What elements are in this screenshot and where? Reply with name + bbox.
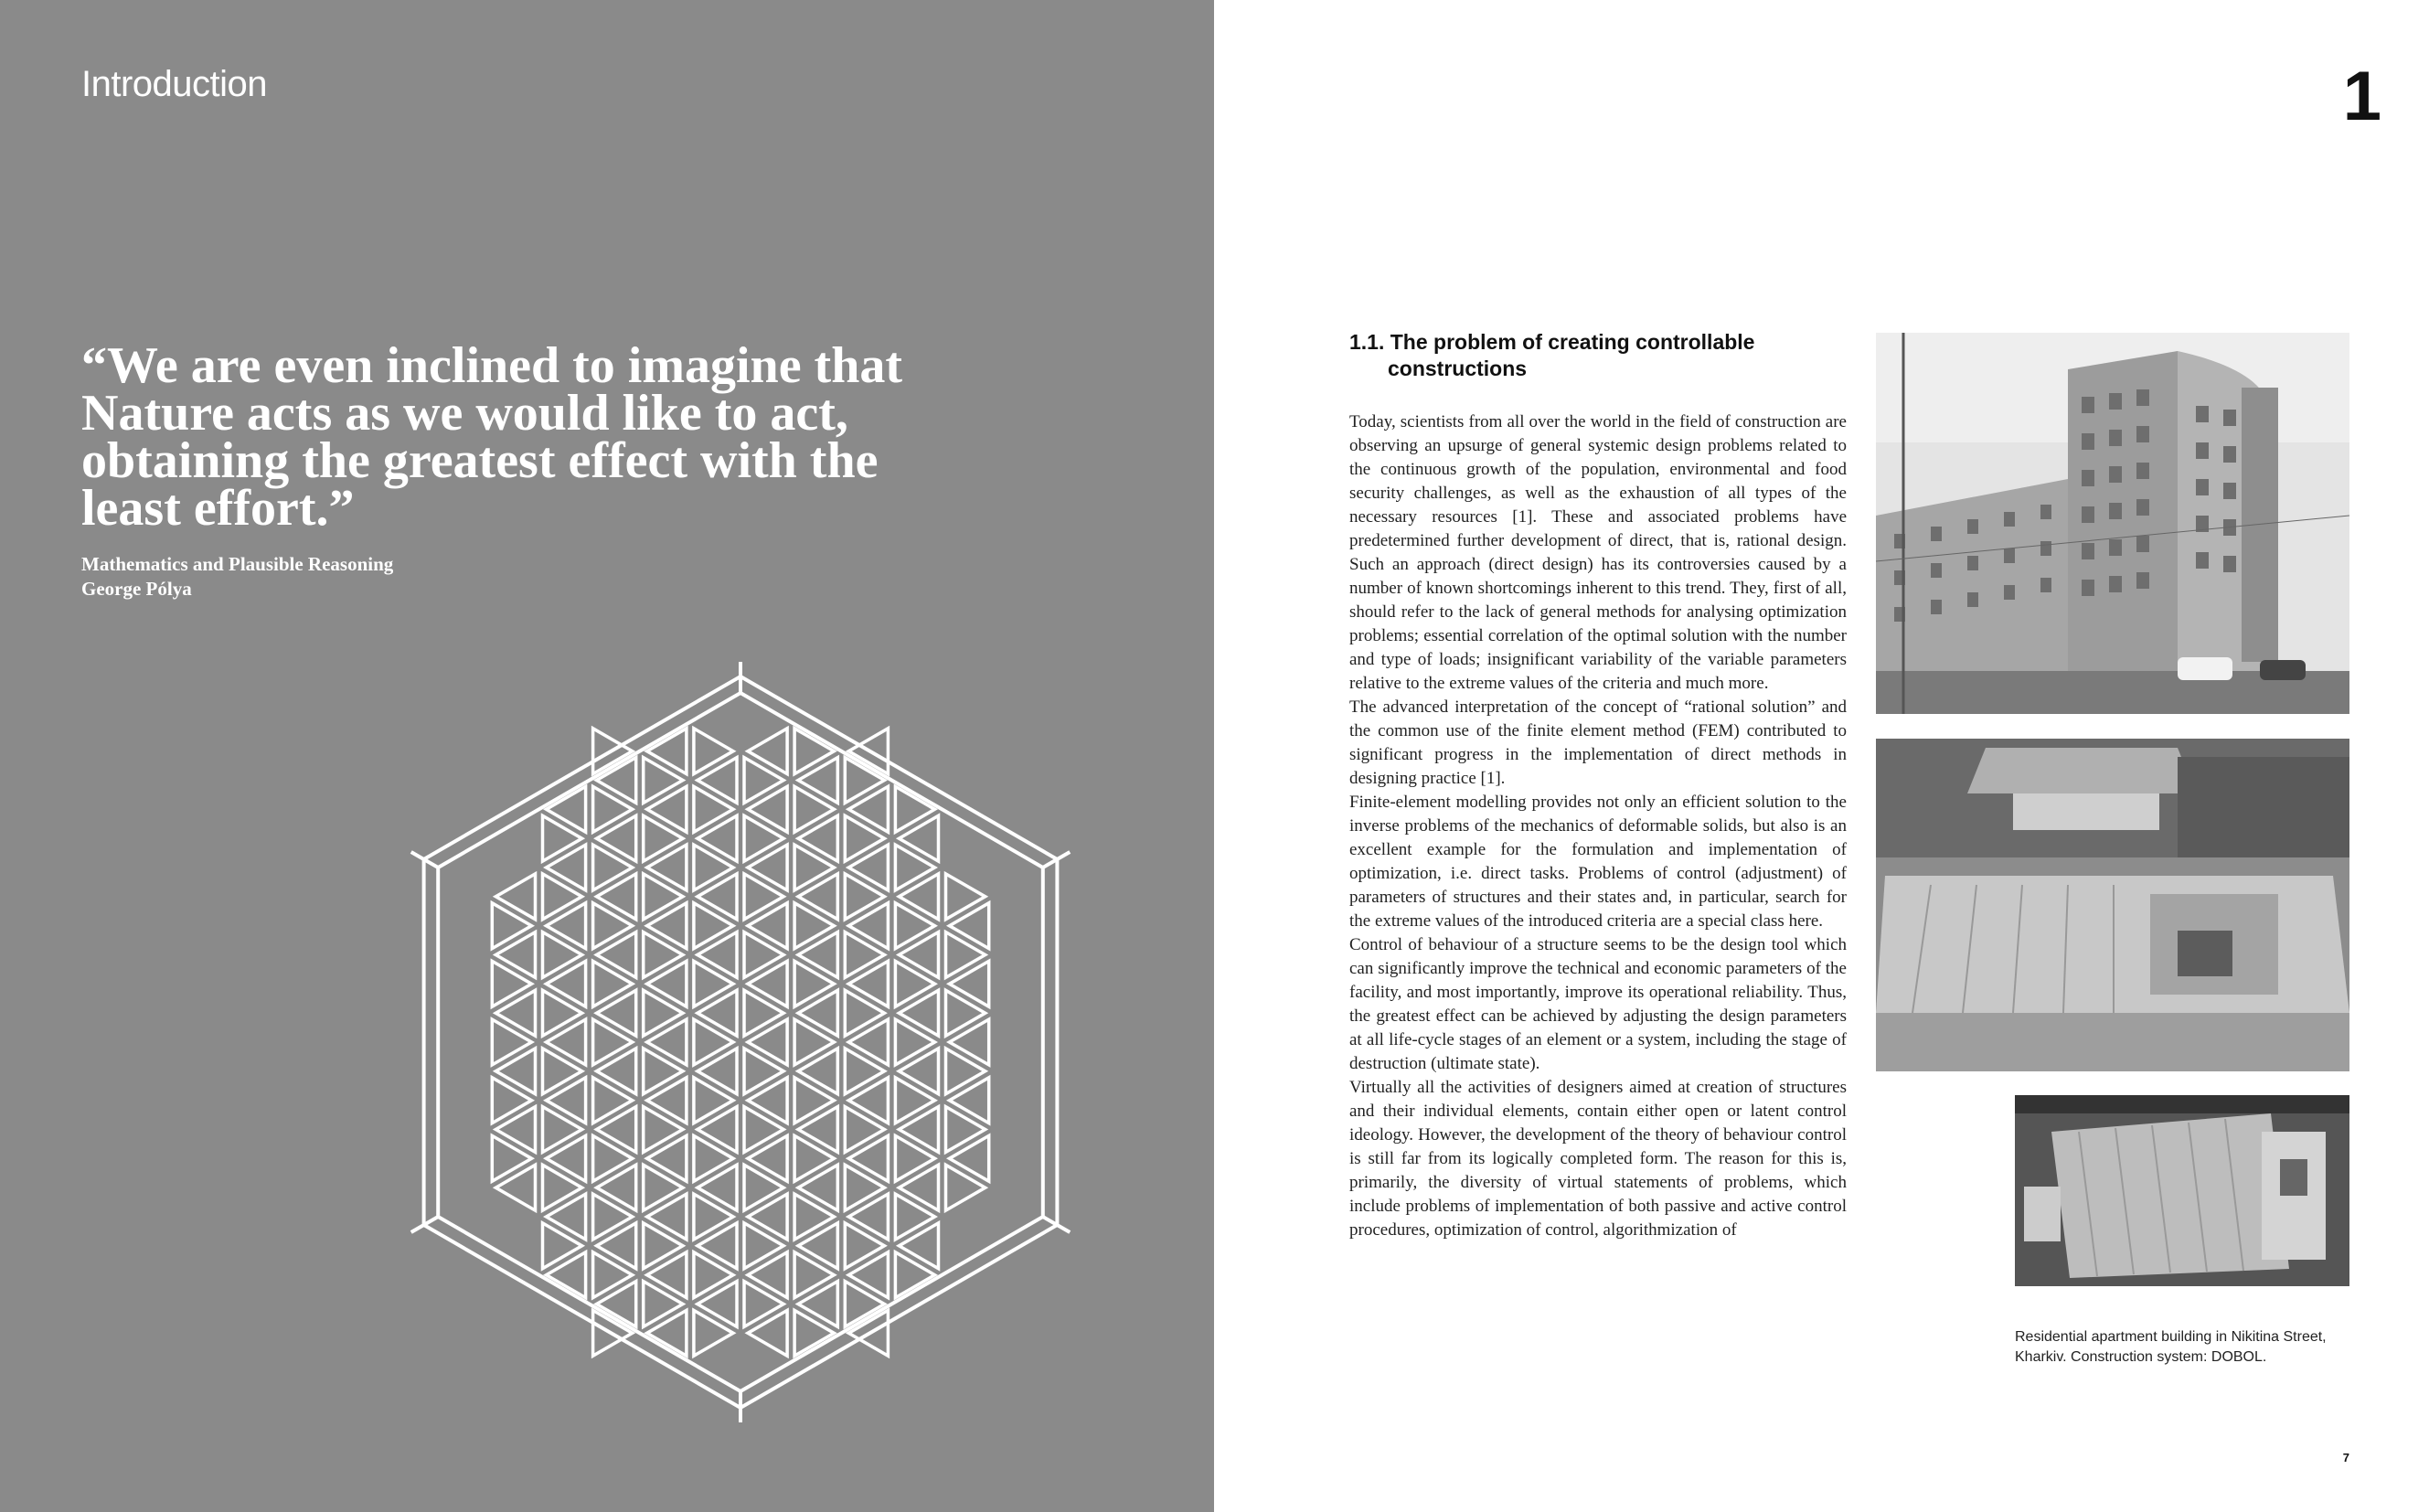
lattice-triangle	[593, 961, 633, 1006]
lattice-triangle	[543, 815, 582, 861]
quote-source	[81, 552, 393, 602]
section-heading-line-2: constructions	[1388, 357, 1528, 380]
lattice-triangle	[794, 1194, 834, 1240]
lattice-triangle	[848, 1135, 888, 1181]
lattice-triangle	[547, 1135, 586, 1181]
lattice-triangle	[698, 815, 737, 861]
lattice-triangle	[543, 874, 582, 920]
lattice-triangle	[899, 1107, 938, 1153]
lattice-triangle	[794, 1252, 834, 1298]
lattice-triangle	[798, 1165, 837, 1210]
lattice-triangle	[495, 1107, 535, 1153]
lattice-triangle	[647, 786, 687, 832]
lattice-triangle	[547, 1078, 586, 1123]
lattice-triangle	[597, 932, 636, 978]
lattice-triangle	[748, 786, 787, 832]
lattice-triangle	[698, 1223, 737, 1269]
lattice-triangle	[845, 1165, 884, 1210]
quote-source-author: George Pólya	[81, 578, 192, 600]
lattice-triangle	[698, 874, 737, 920]
lattice-triangle	[694, 1310, 733, 1356]
lattice-triangle	[644, 758, 683, 804]
lattice-triangle	[694, 786, 733, 832]
lattice-triangle	[848, 1194, 888, 1240]
lattice-triangle	[543, 932, 582, 978]
lattice-triangle	[950, 1135, 989, 1181]
lattice-triangle	[899, 932, 938, 978]
lattice-triangle	[748, 903, 787, 949]
lattice-triangle	[593, 903, 633, 949]
lattice-triangle	[798, 874, 837, 920]
quote-source-work: Mathematics and Plausible Reasoning	[81, 553, 394, 575]
lattice-triangle	[744, 874, 783, 920]
lattice-triangle	[748, 1194, 787, 1240]
lattice-triangle	[794, 961, 834, 1006]
lattice-hexagon-outer	[424, 676, 1058, 1408]
lattice-triangle	[495, 932, 535, 978]
lattice-triangle	[495, 1049, 535, 1094]
lattice-triangle	[495, 1165, 535, 1210]
lattice-triangle	[744, 758, 783, 804]
lattice-triangle	[547, 1019, 586, 1065]
lattice-triangle	[597, 874, 636, 920]
lattice-triangle	[895, 845, 934, 890]
lattice-triangle	[848, 845, 888, 890]
lattice-triangle	[694, 1135, 733, 1181]
lattice-triangle	[798, 1282, 837, 1327]
lattice-triangle	[597, 990, 636, 1036]
lattice-triangle	[492, 1019, 531, 1065]
lattice-triangle	[593, 1019, 633, 1065]
lattice-triangle	[644, 874, 683, 920]
lattice-triangle	[644, 1107, 683, 1153]
lattice-triangle	[492, 961, 531, 1006]
lattice-triangle	[950, 1019, 989, 1065]
lattice-triangle	[848, 786, 888, 832]
lattice-triangle	[899, 990, 938, 1036]
hexagonal-lattice-illustration	[366, 612, 1115, 1490]
section-heading-line-1: 1.1. The problem of creating controllable	[1349, 330, 1755, 354]
lattice-triangle	[798, 1049, 837, 1094]
lattice-triangle	[744, 815, 783, 861]
lattice-triangle	[899, 815, 938, 861]
lattice-triangle	[794, 1135, 834, 1181]
lattice-triangle	[895, 961, 934, 1006]
lattice-triangle	[593, 1194, 633, 1240]
lattice-triangle	[946, 990, 985, 1036]
lattice-triangle	[492, 1135, 531, 1181]
lattice-triangle	[845, 1107, 884, 1153]
lattice-triangle	[543, 990, 582, 1036]
body-paragraph-5: Virtually all the activities of designers aimed at creation of structures and their individual elements, contain either open or latent control ideology. However, the development of the theory of behaviour control is still far from its logically completed form. The reason for this is, primarily, the diversity of virtual statements of problems, which include problems of implementation of both passive and active control procedures, optimization of control, algorithmization of	[1349, 1078, 1847, 1240]
lattice-triangle	[597, 1223, 636, 1269]
lattice-triangle	[543, 1049, 582, 1094]
lattice-triangle	[543, 1165, 582, 1210]
lattice-triangle	[644, 1282, 683, 1327]
lattice-triangle	[798, 758, 837, 804]
lattice-triangle	[647, 845, 687, 890]
lattice-triangle	[698, 932, 737, 978]
lattice-triangle	[748, 961, 787, 1006]
lattice-triangle	[899, 1049, 938, 1094]
lattice-triangle	[744, 1165, 783, 1210]
lattice-triangle	[748, 1019, 787, 1065]
lattice-triangle	[845, 990, 884, 1036]
lattice-triangle	[845, 932, 884, 978]
lattice-triangle	[744, 1223, 783, 1269]
lattice-triangle	[694, 729, 733, 774]
lattice-triangle	[946, 1049, 985, 1094]
body-paragraph-2: The advanced interpretation of the concept of “rational solution” and the common use of the finite element method (FEM) contributed to significant progress in the implementation of direct methods in designing practice [1].	[1349, 697, 1847, 788]
lattice-triangle	[698, 1282, 737, 1327]
lattice-triangle	[845, 1049, 884, 1094]
lattice-triangle	[794, 903, 834, 949]
lattice-triangle	[597, 1165, 636, 1210]
lattice-triangle	[946, 932, 985, 978]
lattice-triangle	[895, 903, 934, 949]
lattice-triangle	[593, 786, 633, 832]
lattice-triangle	[744, 932, 783, 978]
lattice-triangle	[794, 845, 834, 890]
lattice-triangle	[845, 815, 884, 861]
lattice-triangle	[495, 874, 535, 920]
lattice-triangle	[694, 845, 733, 890]
lattice-triangle	[798, 990, 837, 1036]
lattice-triangle	[946, 1107, 985, 1153]
lattice-triangle	[748, 1310, 787, 1356]
lattice-triangle	[547, 845, 586, 890]
epigraph-quote: “We are even inclined to imagine that Nature acts as we would like to act, obtaining the greatest effect with the least effort.”	[81, 337, 902, 537]
lattice-triangle	[495, 990, 535, 1036]
lattice-triangle	[547, 1194, 586, 1240]
lattice-triangle	[492, 1078, 531, 1123]
lattice-triangle	[597, 1107, 636, 1153]
body-paragraph-1: Today, scientists from all over the world in the field of construction are observing an upsurge of general systemic design problems related to the continuous growth of the population, environmental and food security challenges, as well as the exhaustion of all types of the necessary resources [1]. These and associated problems have predetermined further development of direct, that is, rational design. Such an approach (direct design) has its controversies caused by a number of known shortcomings inherent to this trend. They, first of all, should refer to the lack of general methods for analysing optimization problems; essential correlation of the optimal solution with the number and type of loads; insignificant variability of the variable parameters relative to the extreme values of the criteria and much more.	[1349, 412, 1847, 693]
lattice-triangle	[798, 1223, 837, 1269]
lattice-triangle	[744, 1049, 783, 1094]
lattice-triangle	[845, 1223, 884, 1269]
left-page	[0, 0, 1214, 1512]
lattice-triangle	[794, 786, 834, 832]
body-paragraph-4: Control of behaviour of a structure seems to be the design tool which can significantly improve the technical and economic parameters of the facility, and most importantly, improve its operational reliability. Thus, the greatest effect can be achieved by adjusting the design parameters at all life-cycle stages of an element or a system, including the stage of destruction (ultimate state).	[1349, 935, 1847, 1073]
lattice-triangle	[744, 1107, 783, 1153]
lattice-triangle	[946, 1165, 985, 1210]
lattice-triangle	[593, 1252, 633, 1298]
lattice-triangle	[647, 1019, 687, 1065]
chapter-number: 1	[2342, 58, 2381, 135]
lattice-triangle	[848, 1252, 888, 1298]
lattice-triangle	[644, 1223, 683, 1269]
photo-caption-line-1: Residential apartment building in Nikitina Street,	[2015, 1329, 2327, 1345]
lattice-triangle	[644, 990, 683, 1036]
lattice-triangle	[543, 1107, 582, 1153]
lattice-triangle	[748, 729, 787, 774]
lattice-triangle	[748, 845, 787, 890]
lattice-triangle	[899, 1223, 938, 1269]
lattice-triangle	[644, 932, 683, 978]
lattice-triangle	[895, 1135, 934, 1181]
lattice-triangle	[694, 1252, 733, 1298]
lattice-triangle	[698, 1107, 737, 1153]
lattice-triangle	[895, 1194, 934, 1240]
body-text	[1349, 410, 1847, 1242]
lattice-triangle	[748, 1078, 787, 1123]
lattice-triangle	[899, 874, 938, 920]
lattice-triangle	[848, 1019, 888, 1065]
lattice-triangle	[848, 961, 888, 1006]
lattice-triangle	[647, 1194, 687, 1240]
slab-roof-photo	[2015, 1095, 2349, 1286]
lattice-triangle	[694, 1078, 733, 1123]
section-title: Introduction	[81, 64, 268, 104]
lattice-triangle	[698, 990, 737, 1036]
lattice-triangle	[744, 990, 783, 1036]
lattice-triangle	[848, 903, 888, 949]
lattice-triangle	[694, 1019, 733, 1065]
lattice-triangle	[950, 1078, 989, 1123]
lattice-triangle	[845, 874, 884, 920]
lattice-triangle	[647, 961, 687, 1006]
lattice-triangle	[895, 1019, 934, 1065]
lattice-triangle	[694, 961, 733, 1006]
lattice-triangle	[950, 903, 989, 949]
page-number: 7	[2342, 1451, 2349, 1464]
lattice-triangle	[798, 1107, 837, 1153]
lattice-triangle	[644, 1165, 683, 1210]
lattice-triangle	[647, 1078, 687, 1123]
lattice-triangle	[593, 1078, 633, 1123]
lattice-triangle	[950, 961, 989, 1006]
lattice-triangle	[694, 903, 733, 949]
body-paragraph-3: Finite-element modelling provides not only an efficient solution to the inverse problems of the mechanics of deformable solids, but also is an excellent example for the formulation and implementation of optimization, i.e. direct tasks. Problems of control (adjustment) of parameters of structures and their states and, in particular, search for the extreme values of the introduced criteria are a special class here.	[1349, 793, 1847, 931]
lattice-triangle	[593, 1135, 633, 1181]
lattice-triangle	[899, 1165, 938, 1210]
section-heading	[1349, 329, 1861, 382]
photo-caption-line-2: Kharkiv. Construction system: DOBOL.	[2015, 1349, 2267, 1365]
lattice-triangle	[698, 758, 737, 804]
lattice-triangle	[748, 1252, 787, 1298]
lattice-triangle	[698, 1165, 737, 1210]
lattice-triangle	[848, 1078, 888, 1123]
lattice-triangle	[794, 1078, 834, 1123]
building-photo	[1876, 333, 2349, 714]
lattice-triangle	[647, 903, 687, 949]
lattice-triangle	[647, 1135, 687, 1181]
lattice-triangle	[946, 874, 985, 920]
construction-site-photo	[1876, 739, 2349, 1071]
lattice-triangle	[744, 1282, 783, 1327]
photo-caption	[2015, 1327, 2362, 1368]
lattice-triangle	[492, 903, 531, 949]
lattice-triangle	[698, 1049, 737, 1094]
lattice-triangle	[543, 1223, 582, 1269]
lattice-triangle	[895, 1078, 934, 1123]
lattice-triangle	[748, 1135, 787, 1181]
lattice-triangle	[694, 1194, 733, 1240]
lattice-triangle	[644, 1049, 683, 1094]
lattice-triangle	[798, 932, 837, 978]
lattice-triangle	[597, 815, 636, 861]
lattice-triangle	[547, 903, 586, 949]
lattice-triangle	[794, 1019, 834, 1065]
lattice-triangle	[798, 815, 837, 861]
right-page	[1214, 0, 2429, 1512]
lattice-triangle	[593, 845, 633, 890]
lattice-triangle	[644, 815, 683, 861]
lattice-triangle	[547, 961, 586, 1006]
lattice-triangle	[597, 1049, 636, 1094]
lattice-triangle	[647, 1252, 687, 1298]
